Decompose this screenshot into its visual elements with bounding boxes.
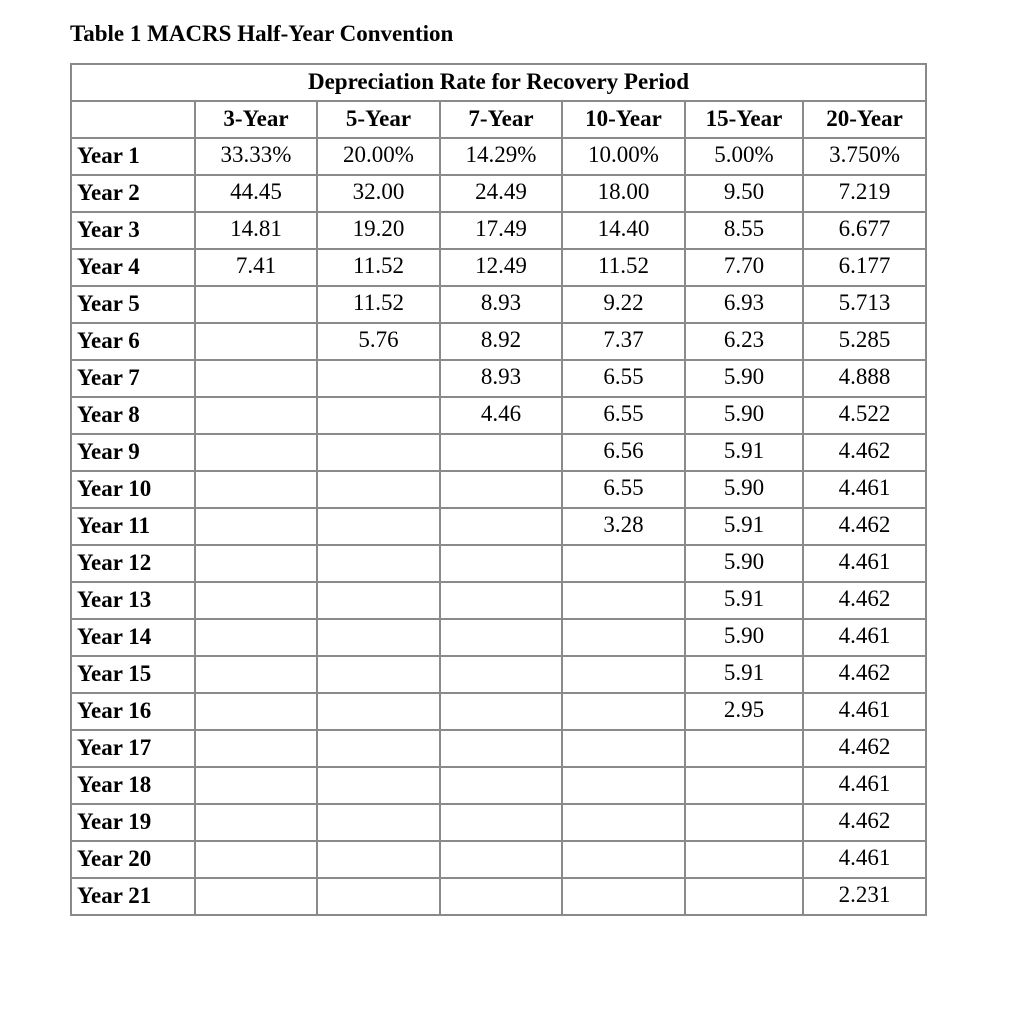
- table-cell: [440, 397, 562, 434]
- cell-value: 4.462: [838, 586, 891, 611]
- cell-value: 5.91: [723, 586, 765, 611]
- table-cell: [803, 212, 926, 249]
- column-header-3-year: 3-Year: [195, 101, 317, 138]
- table-cell: [195, 582, 317, 619]
- table-cell: [440, 656, 562, 693]
- table-cell: [440, 323, 562, 360]
- table-cell: [195, 360, 317, 397]
- cell-value: 2.231: [838, 882, 891, 907]
- cell-value: 4.462: [838, 512, 891, 537]
- cell-value: 4.461: [838, 475, 891, 500]
- group-header-row: [71, 64, 926, 101]
- table-cell: [803, 804, 926, 841]
- table-cell: [317, 508, 440, 545]
- table-cell: [440, 286, 562, 323]
- table-cell: [440, 693, 562, 730]
- macrs-table: [70, 63, 927, 916]
- table-cell: [440, 212, 562, 249]
- cell-value: 8.93: [480, 290, 522, 315]
- corner-cell: [71, 101, 195, 138]
- table-cell: [195, 804, 317, 841]
- cell-value: 7.219: [838, 179, 891, 204]
- table-cell: [685, 693, 803, 730]
- cell-value: 12.49: [475, 253, 527, 278]
- table-cell: [195, 175, 317, 212]
- table-row: [71, 286, 926, 323]
- table-cell: [562, 397, 685, 434]
- table-cell: [440, 878, 562, 915]
- table-row: [71, 767, 926, 804]
- table-cell: [685, 878, 803, 915]
- cell-value: 4.46: [480, 401, 522, 426]
- cell-value: 32.00: [352, 179, 405, 204]
- table-cell: [317, 249, 440, 286]
- cell-value: 14.40: [597, 216, 650, 241]
- cell-value: 5.00%: [714, 142, 774, 167]
- table-cell: [440, 138, 562, 175]
- cell-value: 8.92: [480, 327, 522, 352]
- table-cell: [803, 360, 926, 397]
- table-row: [71, 804, 926, 841]
- cell-value: 4.461: [838, 623, 891, 648]
- table-cell: [317, 878, 440, 915]
- cell-value: 7.37: [603, 327, 644, 352]
- table-row: [71, 878, 926, 915]
- table-cell: [440, 619, 562, 656]
- cell-value: 11.52: [598, 253, 649, 278]
- table-cell: [562, 582, 685, 619]
- cell-value: 17.49: [475, 216, 527, 241]
- table-cell: [562, 545, 685, 582]
- table-row: [71, 323, 926, 360]
- table-cell: [317, 286, 440, 323]
- table-row: [71, 693, 926, 730]
- table-cell: [317, 212, 440, 249]
- table-cell: [195, 286, 317, 323]
- table-cell: [803, 508, 926, 545]
- table-row: [71, 582, 926, 619]
- cell-value: 4.462: [838, 438, 891, 463]
- table-cell: [803, 693, 926, 730]
- table-cell: [803, 619, 926, 656]
- table-cell: [685, 804, 803, 841]
- table-cell: [317, 619, 440, 656]
- column-header-10-year: 10-Year: [562, 101, 685, 138]
- table-body: [71, 138, 926, 915]
- table-cell: [562, 138, 685, 175]
- table-cell: [195, 323, 317, 360]
- table-cell: [562, 878, 685, 915]
- table-cell: [685, 360, 803, 397]
- table-cell: [195, 138, 317, 175]
- cell-value: 14.81: [230, 216, 282, 241]
- table-row: [71, 138, 926, 175]
- cell-value: 24.49: [475, 179, 527, 204]
- table-cell: [803, 397, 926, 434]
- row-label: Year 6: [71, 323, 195, 360]
- cell-value: 11.52: [353, 253, 404, 278]
- table-cell: [685, 323, 803, 360]
- table-row: [71, 656, 926, 693]
- table-cell: [317, 693, 440, 730]
- table-cell: [195, 508, 317, 545]
- cell-value: 6.677: [838, 216, 891, 241]
- table-cell: [685, 397, 803, 434]
- row-label: Year 11: [71, 508, 195, 545]
- table-cell: [195, 841, 317, 878]
- table-row: [71, 249, 926, 286]
- table-cell: [562, 730, 685, 767]
- table-cell: [440, 841, 562, 878]
- row-label: Year 10: [71, 471, 195, 508]
- table-cell: [685, 730, 803, 767]
- table-cell: [440, 508, 562, 545]
- table-cell: [440, 175, 562, 212]
- row-label: Year 14: [71, 619, 195, 656]
- table-cell: [195, 656, 317, 693]
- cell-value: 5.90: [723, 549, 765, 574]
- table-cell: [803, 286, 926, 323]
- table-cell: [317, 656, 440, 693]
- table-header: [71, 64, 926, 138]
- table-row: [71, 434, 926, 471]
- table-cell: [317, 323, 440, 360]
- table-cell: [803, 323, 926, 360]
- table-cell: [195, 878, 317, 915]
- table-cell: [562, 693, 685, 730]
- row-label: Year 19: [71, 804, 195, 841]
- cell-value: 5.713: [838, 290, 891, 315]
- cell-value: 6.23: [723, 327, 765, 352]
- table-row: [71, 619, 926, 656]
- table-cell: [803, 138, 926, 175]
- cell-value: 5.76: [358, 327, 399, 352]
- table-cell: [317, 582, 440, 619]
- cell-value: 11.52: [353, 290, 404, 315]
- table-cell: [440, 249, 562, 286]
- cell-value: 3.28: [603, 512, 644, 537]
- table-cell: [440, 471, 562, 508]
- row-label: Year 18: [71, 767, 195, 804]
- cell-value: 2.95: [723, 697, 765, 722]
- cell-value: 20.00%: [343, 142, 414, 167]
- row-label: Year 13: [71, 582, 195, 619]
- cell-value: 5.91: [723, 438, 765, 463]
- table-cell: [195, 434, 317, 471]
- cell-value: 5.90: [723, 475, 765, 500]
- cell-value: 4.888: [838, 364, 891, 389]
- row-label: Year 21: [71, 878, 195, 915]
- cell-value: 33.33%: [220, 142, 292, 167]
- table-cell: [685, 582, 803, 619]
- table-cell: [685, 545, 803, 582]
- table-cell: [440, 767, 562, 804]
- cell-value: 5.90: [723, 364, 765, 389]
- row-label: Year 5: [71, 286, 195, 323]
- column-header-15-year: 15-Year: [685, 101, 803, 138]
- column-header-row: [71, 101, 926, 138]
- table-cell: [195, 249, 317, 286]
- cell-value: 5.90: [723, 401, 765, 426]
- cell-value: 5.285: [838, 327, 891, 352]
- cell-value: 4.522: [838, 401, 891, 426]
- row-label: Year 4: [71, 249, 195, 286]
- cell-value: 4.462: [838, 734, 891, 759]
- table-cell: [195, 693, 317, 730]
- table-cell: [440, 360, 562, 397]
- table-cell: [803, 656, 926, 693]
- column-header-20-year: 20-Year: [803, 101, 926, 138]
- table-cell: [685, 656, 803, 693]
- cell-value: 4.462: [838, 808, 891, 833]
- table-cell: [195, 619, 317, 656]
- table-cell: [803, 582, 926, 619]
- row-label: Year 7: [71, 360, 195, 397]
- cell-value: 44.45: [230, 179, 282, 204]
- table-cell: [195, 730, 317, 767]
- table-row: [71, 175, 926, 212]
- row-label: Year 2: [71, 175, 195, 212]
- table-cell: [195, 212, 317, 249]
- column-header-7-year: 7-Year: [440, 101, 562, 138]
- cell-value: 10.00%: [588, 142, 659, 167]
- cell-value: 9.22: [603, 290, 644, 315]
- table-row: [71, 471, 926, 508]
- table-cell: [803, 767, 926, 804]
- table-cell: [317, 434, 440, 471]
- cell-value: 18.00: [597, 179, 650, 204]
- table-cell: [562, 212, 685, 249]
- table-cell: [317, 397, 440, 434]
- cell-value: 9.50: [723, 179, 765, 204]
- row-label: Year 3: [71, 212, 195, 249]
- table-cell: [562, 656, 685, 693]
- row-label: Year 17: [71, 730, 195, 767]
- table-cell: [562, 175, 685, 212]
- cell-value: 5.91: [723, 660, 765, 685]
- table-cell: [685, 471, 803, 508]
- cell-value: 7.70: [723, 253, 765, 278]
- table-cell: [440, 804, 562, 841]
- row-label: Year 15: [71, 656, 195, 693]
- table-row: [71, 397, 926, 434]
- table-cell: [195, 545, 317, 582]
- cell-value: 4.461: [838, 549, 891, 574]
- row-label: Year 8: [71, 397, 195, 434]
- table-cell: [317, 175, 440, 212]
- table-cell: [562, 249, 685, 286]
- cell-value: 4.461: [838, 845, 891, 870]
- table-cell: [562, 767, 685, 804]
- table-cell: [562, 508, 685, 545]
- table-cell: [562, 841, 685, 878]
- table-cell: [440, 730, 562, 767]
- cell-value: 6.56: [603, 438, 644, 463]
- table-caption: Table 1 MACRS Half-Year Convention: [70, 21, 454, 46]
- table-cell: [803, 730, 926, 767]
- table-cell: [440, 434, 562, 471]
- table-cell: [685, 249, 803, 286]
- table-row: [71, 508, 926, 545]
- table-cell: [803, 175, 926, 212]
- cell-value: 19.20: [352, 216, 405, 241]
- table-cell: [803, 841, 926, 878]
- cell-value: 6.177: [838, 253, 891, 278]
- table-row: [71, 360, 926, 397]
- table-cell: [803, 545, 926, 582]
- group-header: Depreciation Rate for Recovery Period: [71, 64, 926, 101]
- table-cell: [317, 730, 440, 767]
- table-cell: [685, 841, 803, 878]
- table-cell: [317, 804, 440, 841]
- table-cell: [803, 249, 926, 286]
- cell-value: 6.55: [603, 475, 644, 500]
- cell-value: 4.461: [838, 771, 891, 796]
- table-cell: [685, 175, 803, 212]
- table-cell: [317, 545, 440, 582]
- table-cell: [317, 138, 440, 175]
- table-cell: [562, 360, 685, 397]
- table-cell: [685, 212, 803, 249]
- row-label: Year 9: [71, 434, 195, 471]
- table-cell: [685, 619, 803, 656]
- row-label: Year 12: [71, 545, 195, 582]
- table-cell: [562, 434, 685, 471]
- cell-value: 8.93: [480, 364, 522, 389]
- table-cell: [195, 471, 317, 508]
- table-cell: [317, 360, 440, 397]
- table-cell: [685, 286, 803, 323]
- table-cell: [685, 767, 803, 804]
- cell-value: 14.29%: [465, 142, 537, 167]
- cell-value: 7.41: [235, 253, 277, 278]
- table-cell: [562, 804, 685, 841]
- cell-value: 6.93: [723, 290, 765, 315]
- table-cell: [685, 434, 803, 471]
- table-cell: [685, 138, 803, 175]
- table-cell: [562, 286, 685, 323]
- cell-value: 5.91: [723, 512, 765, 537]
- table-cell: [562, 471, 685, 508]
- table-cell: [317, 767, 440, 804]
- table-cell: [195, 767, 317, 804]
- cell-value: 6.55: [603, 364, 644, 389]
- cell-value: 4.461: [838, 697, 891, 722]
- table-cell: [803, 878, 926, 915]
- row-label: Year 1: [71, 138, 195, 175]
- table-cell: [803, 434, 926, 471]
- table-row: [71, 841, 926, 878]
- table-cell: [440, 582, 562, 619]
- table-row: [71, 212, 926, 249]
- cell-value: 5.90: [723, 623, 765, 648]
- column-header-5-year: 5-Year: [317, 101, 440, 138]
- cell-value: 8.55: [723, 216, 765, 241]
- table-cell: [685, 508, 803, 545]
- table-cell: [562, 323, 685, 360]
- cell-value: 3.750%: [829, 142, 900, 167]
- table-row: [71, 730, 926, 767]
- table-row: [71, 545, 926, 582]
- table-cell: [440, 545, 562, 582]
- table-cell: [562, 619, 685, 656]
- table-cell: [317, 841, 440, 878]
- cell-value: 6.55: [603, 401, 644, 426]
- table-cell: [195, 397, 317, 434]
- row-label: Year 16: [71, 693, 195, 730]
- row-label: Year 20: [71, 841, 195, 878]
- table-cell: [803, 471, 926, 508]
- table-cell: [317, 471, 440, 508]
- cell-value: 4.462: [838, 660, 891, 685]
